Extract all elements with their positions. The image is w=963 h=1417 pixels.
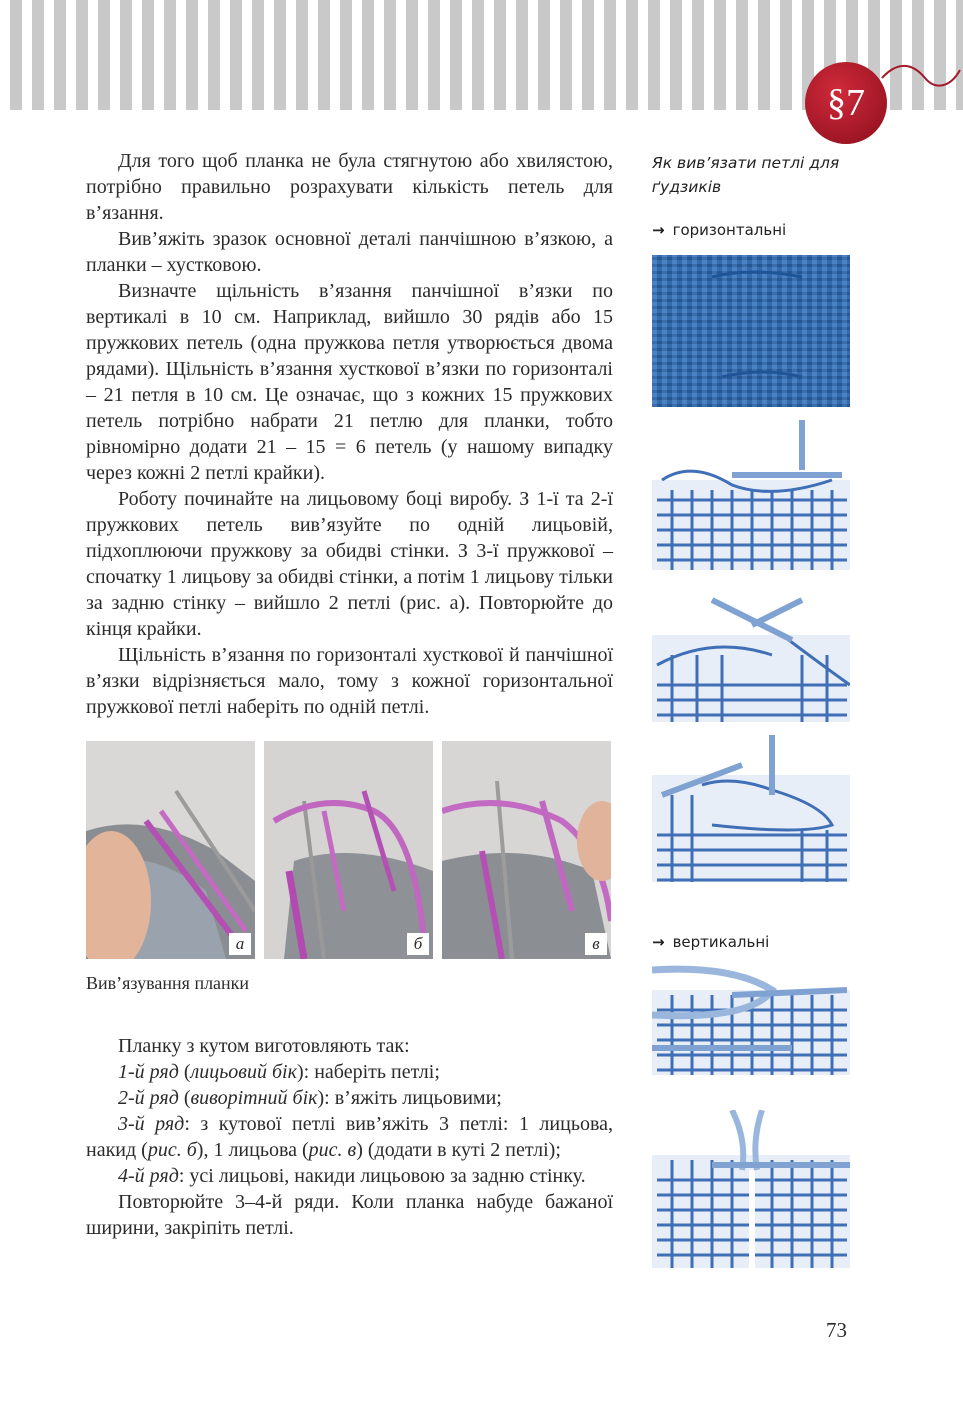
vertical-label: вертикальні [672,933,770,951]
arrow-right-icon: → [652,221,665,239]
paragraph: Роботу починайте на лицьовому боці виробу. З 1-ї та 2-ї пружкових петель вив’язуйте по одній лицьовій, підхоплюючи пружкову за обидві стінки. З 3-ї пружкової – спочатку 1 лицьову за обидві стінки, а потім 1 лицьову тільки за задню стінку – вийшло 2 петлі (рис. а). Повторюйте до кінця крайки. [86,488,613,640]
figure-ref: рис. в [308,1139,357,1161]
row-text: : з кутової петлі вив’яжіть 3 петлі: 1 лицьова, накид ( [86,1113,613,1161]
photo-label: а [229,933,251,955]
paragraph: Для того щоб планка не була стягнутою або хвилястою, потрібно правильно розрахувати кількість петель для в’язання. [86,150,613,224]
row-text: ), 1 лицьова ( [196,1139,309,1161]
paragraph: Планку з кутом виготовляють так: [118,1035,410,1057]
row-label: 2-й ряд [118,1087,179,1109]
horizontal-diagram-2 [652,595,850,722]
row-label: 3-й ряд [118,1113,185,1135]
row-label: 4-й ряд [118,1165,179,1187]
knit-sample-photo [652,255,850,407]
vertical-diagram-2 [652,1110,850,1268]
paragraph: 1-й ряд (лицьовий бік): наберіть петлі; [118,1061,440,1083]
row-label: 1-й ряд [118,1061,179,1083]
photo-label: в [585,933,607,955]
instructions-text [86,1033,613,1241]
paragraph: Повторюйте 3–4-й ряди. Коли планка набуде бажаної ширини, закріпіть петлі. [86,1191,613,1239]
row-text: : в’яжіть лицьовими; [324,1087,502,1109]
paragraph: Щільність в’язання по горизонталі хусткової й панчішної в’язки відрізняється мало, тому з кожної горизонтальної пружкової петлі наберіть по одній петлі. [86,644,613,718]
photo-b [264,741,433,959]
paragraph [86,1163,613,1189]
sidebar-title: Як вив’язати петлі для ґудзиків [652,154,840,196]
photo-strip [86,741,613,959]
paragraph: Визначте щільність в’язання панчішної в’язки по вертикалі в 10 см. Наприклад, вийшло 30 рядів або 15 пружкових петель (одна пружкова петля утворюється двома рядами). Щільність в’язання хусткової в’язки по горизонталі – 21 петля в 10 см. Це означає, що з кожних 15 пружкових петель потрібно набрати 21 петлю для планки, тобто рівномірно додати 21 – 15 = 6 петель (у нашому випадку через кожні 2 петлі крайки). [86,280,613,484]
horizontal-heading [652,221,786,239]
paragraph: 2-й ряд (виворітний бік): в’яжіть лицьовими; [118,1087,502,1109]
main-text [86,148,613,720]
row-side: виворітний бік [190,1087,318,1109]
photo-caption: Вив’язування планки [86,973,250,993]
horizontal-label: горизонтальні [672,221,787,239]
row-text: : наберіть петлі; [303,1061,440,1083]
vertical-heading [652,933,769,951]
photo-a [86,741,255,959]
row-side: лицьовий бік [190,1061,297,1083]
section-badge: §7 [805,62,887,144]
horizontal-diagram-1 [652,420,850,570]
figure-ref: рис. б [147,1139,197,1161]
photo-c [442,741,611,959]
vertical-diagram-1 [652,960,850,1075]
photo-label: б [407,933,429,955]
paragraph: Вив’яжіть зразок основної деталі панчішною в’язкою, а планки – хустковою. [86,228,613,276]
yarn-thread-icon [880,58,963,98]
row-text: ) (додати в куті 2 петлі); [356,1139,561,1161]
row-text: : усі лицьові, накиди лицьовою за задню стінку. [178,1165,586,1187]
horizontal-diagram-3 [652,735,850,882]
arrow-right-icon: → [652,933,665,951]
page-number: 73 [826,1318,847,1342]
paragraph [86,1111,613,1163]
